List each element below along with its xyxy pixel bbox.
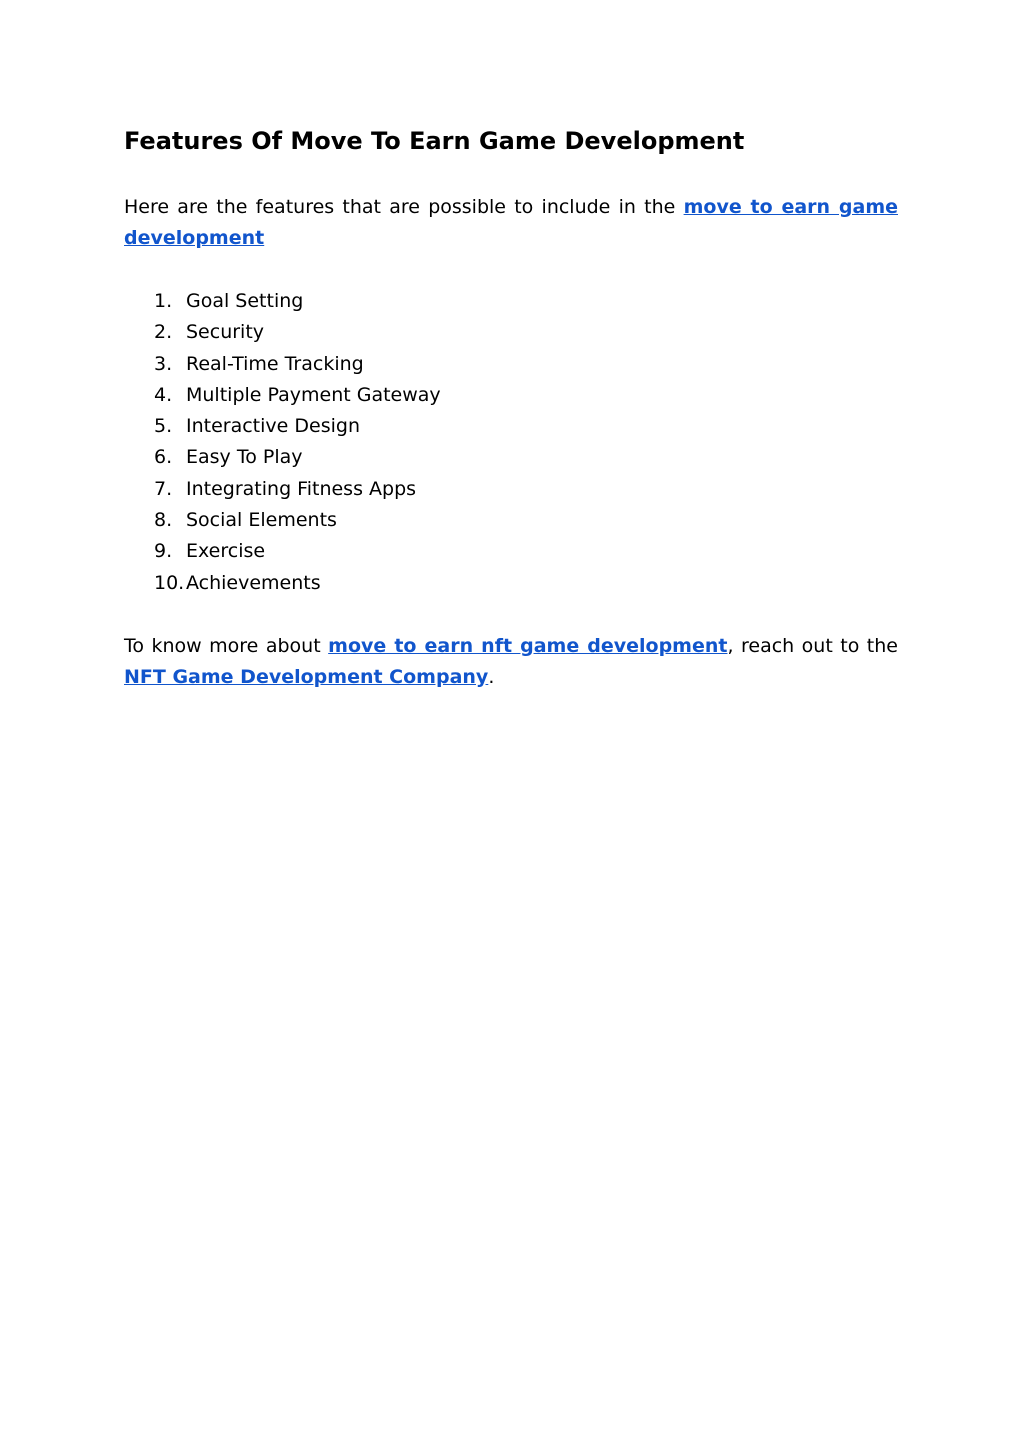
list-item-number: 2. — [154, 321, 173, 344]
move-to-earn-link[interactable]: move to earn game development — [124, 196, 898, 249]
list-item-label: Goal Setting — [186, 290, 304, 312]
list-item-number: 5. — [154, 415, 173, 438]
outro-text-after: . — [488, 666, 495, 688]
list-item-label: Exercise — [186, 540, 266, 563]
list-item — [124, 349, 441, 380]
list-item-number: 7. — [154, 477, 173, 500]
list-item — [124, 380, 441, 411]
list-item-number: 6. — [154, 446, 173, 469]
outro-text-middle: , reach out to the — [727, 635, 898, 657]
list-item-label: Real-Time Tracking — [186, 352, 364, 375]
list-item-number: 8. — [154, 509, 173, 532]
list-item-number: 10. — [154, 571, 185, 594]
features-list — [124, 286, 441, 599]
list-item — [124, 411, 441, 442]
list-item-label: Integrating Fitness Apps — [186, 477, 417, 500]
move-to-earn-nft-link[interactable]: move to earn nft game development — [328, 635, 728, 657]
outro-paragraph — [124, 631, 898, 693]
list-item — [124, 505, 441, 536]
list-item-label: Achievements — [186, 571, 321, 594]
list-item-label: Social Elements — [186, 509, 337, 532]
list-item-label: Security — [186, 321, 265, 344]
list-item-number: 9. — [154, 540, 173, 563]
list-item — [124, 442, 441, 473]
list-item-number: 1. — [154, 290, 173, 312]
intro-paragraph — [124, 192, 898, 254]
list-item — [124, 317, 441, 348]
list-item-number: 3. — [154, 352, 173, 375]
list-item-number: 4. — [154, 383, 173, 406]
intro-text: Here are the features that are possible to include in the — [124, 196, 684, 218]
list-item-label: Easy To Play — [186, 446, 303, 469]
outro-text-before: To know more about — [124, 635, 329, 657]
list-item — [124, 286, 441, 317]
list-item — [124, 568, 441, 599]
list-item-label: Multiple Payment Gateway — [186, 383, 441, 406]
page-title: Features Of Move To Earn Game Development — [124, 127, 745, 155]
list-item — [124, 536, 441, 567]
list-item-label: Interactive Design — [186, 415, 360, 438]
nft-company-link[interactable]: NFT Game Development Company — [124, 666, 489, 688]
list-item — [124, 474, 441, 505]
